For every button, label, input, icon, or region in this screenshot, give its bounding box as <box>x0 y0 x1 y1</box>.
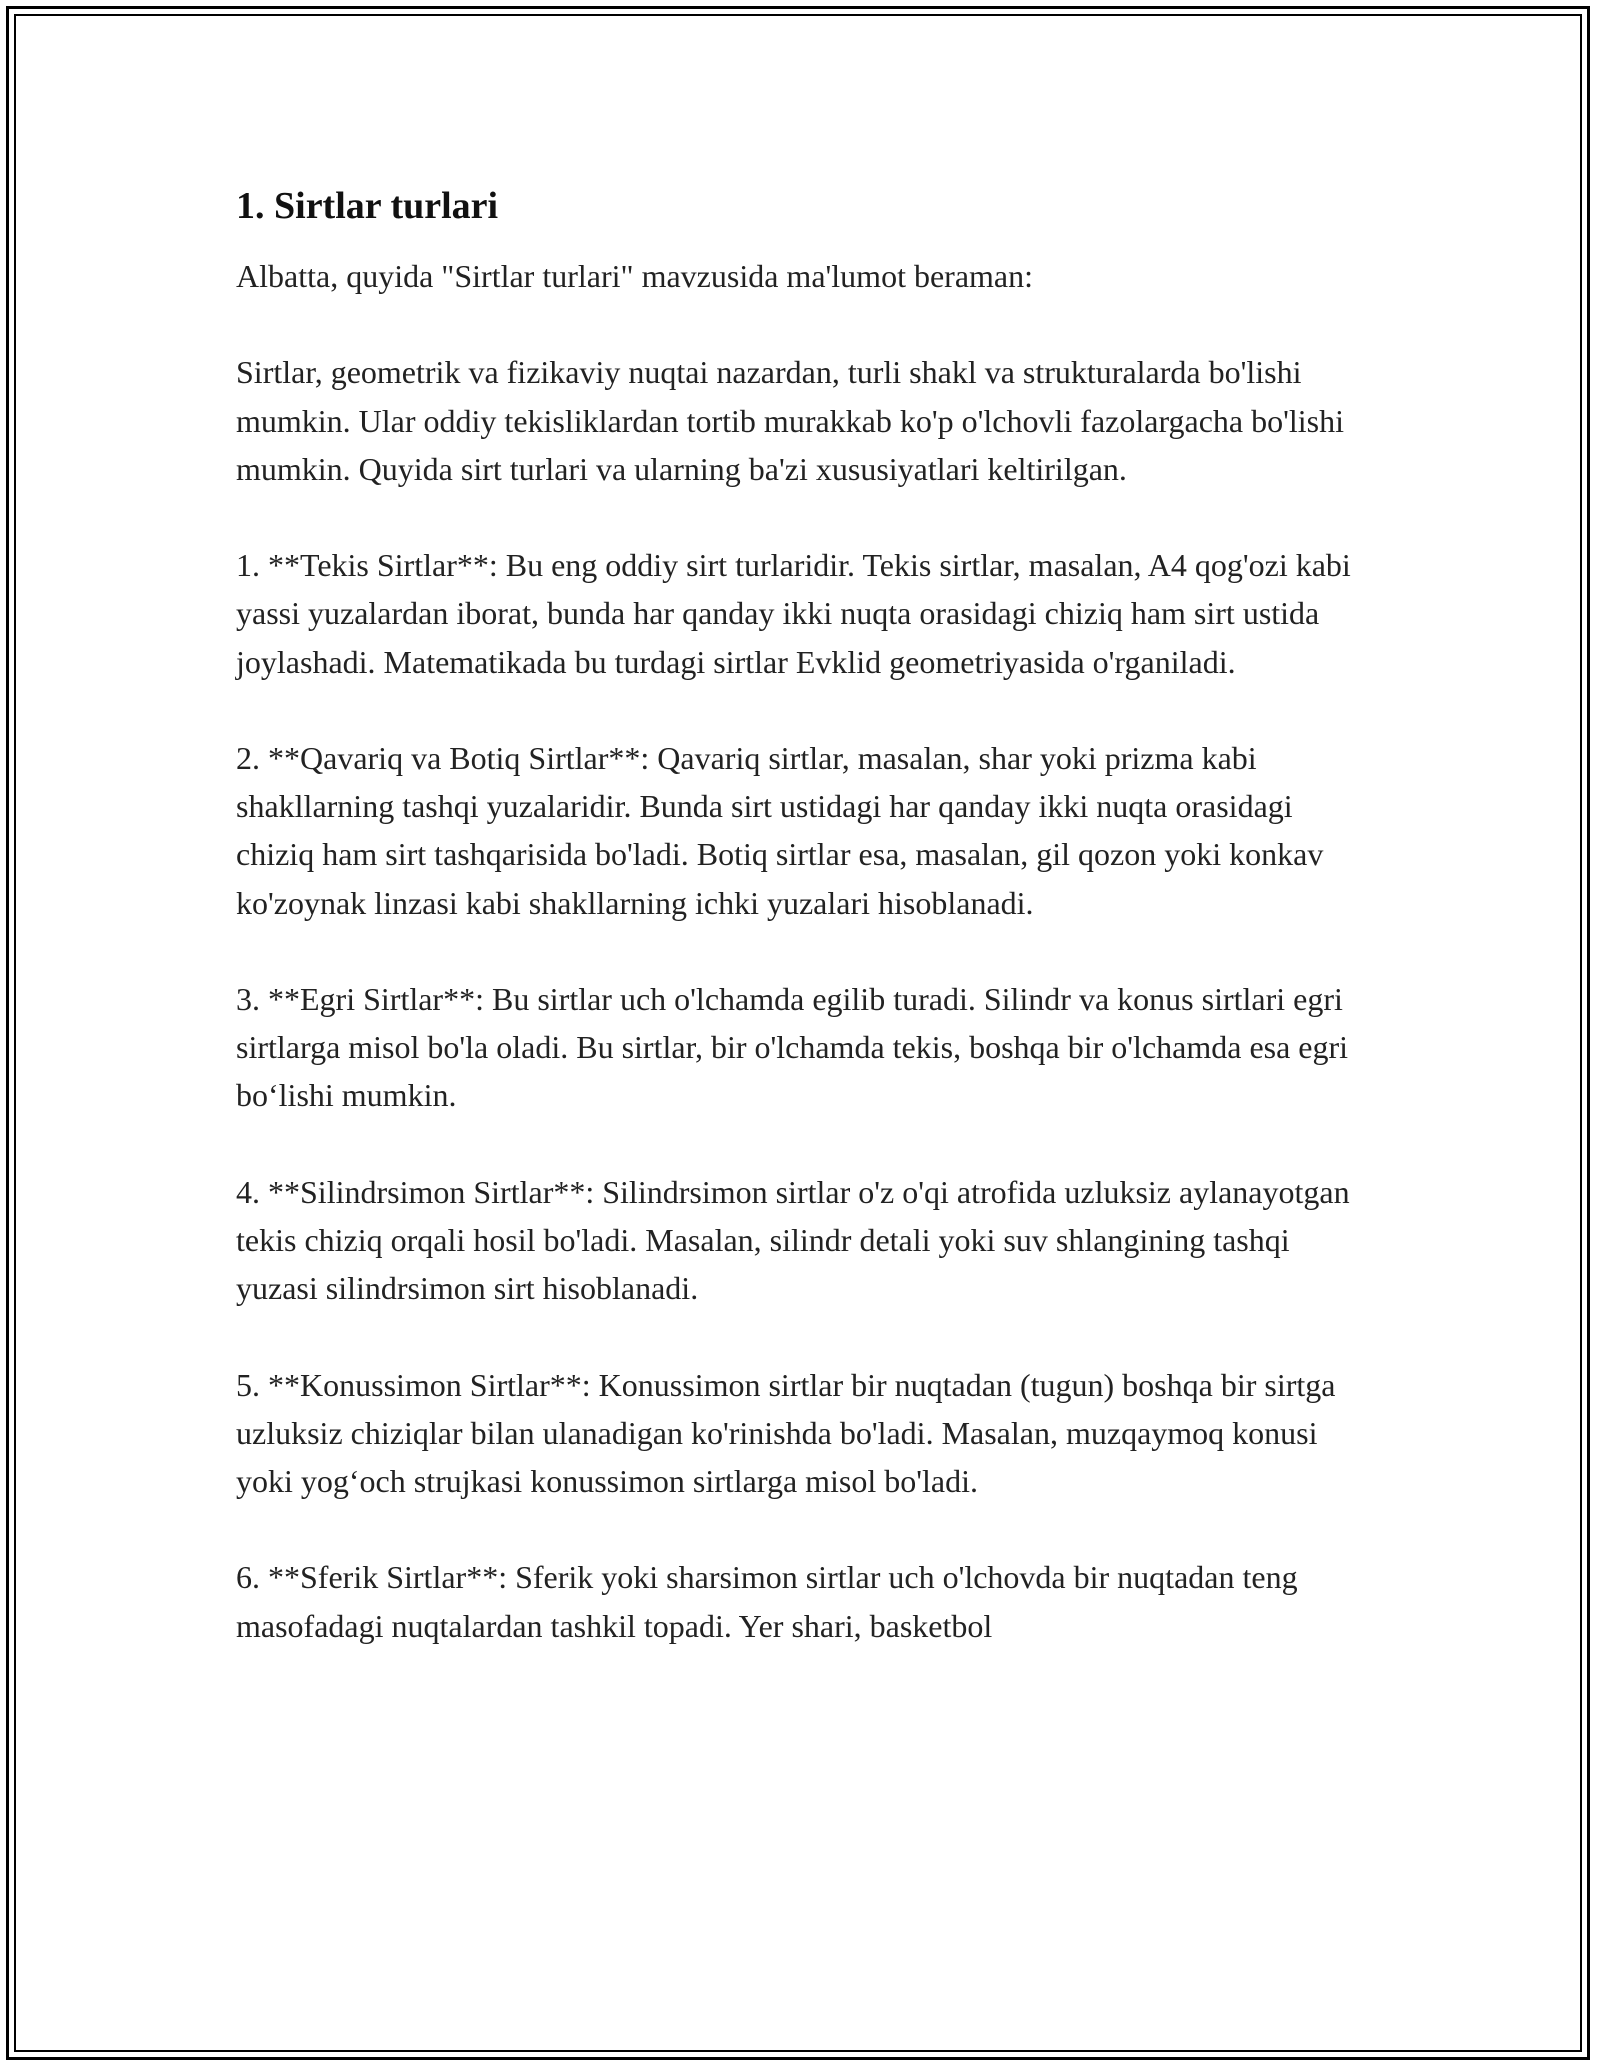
paragraph-gap <box>236 1505 1366 1553</box>
paragraph-gap <box>236 300 1366 348</box>
list-item-spherical-surfaces: 6. **Sferik Sirtlar**: Sferik yoki sharsimon sirtlar uch o'lchovda bir nuqtadan teng masofadagi nuqtalardan tashkil topadi. Yer shari, basketbol <box>236 1559 1298 1644</box>
paragraph-gap <box>236 927 1366 975</box>
paragraph-gap <box>236 493 1366 541</box>
paragraph-gap <box>236 686 1366 734</box>
list-item-curved-surfaces: 3. **Egri Sirtlar**: Bu sirtlar uch o'lchamda egilib turadi. Silindr va konus sirtlari egri sirtlarga misol bo'la oladi. Bu sirtlar, bir o'lchamda tekis, boshqa bir o'lchamda esa egri bo‘lishi mumkin. <box>236 980 1349 1114</box>
intro-paragraph: Albatta, quyida "Sirtlar turlari" mavzusida ma'lumot beraman: <box>236 258 1033 294</box>
list-item-conical-surfaces: 5. **Konussimon Sirtlar**: Konussimon sirtlar bir nuqtadan (tugun) boshqa bir sirtga uzluksiz chiziqlar bilan ulanadigan ko'rinishda bo'ladi. Masalan, muzqaymoq konusi yoki yog‘och strujkasi konussimon sirtlarga misol bo'ladi. <box>236 1366 1336 1499</box>
list-item-flat-surfaces: 1. **Tekis Sirtlar**: Bu eng oddiy sirt turlaridir. Tekis sirtlar, masalan, A4 qog'ozi kabi yassi yuzalardan iborat, bunda har qanday ikki nuqta orasidagi chiziq ham sirt ustida joylashadi. Matematikada bu turdagi sirtlar Evklid geometriyasida o'rganiladi. <box>236 547 1351 680</box>
paragraph-gap <box>236 1312 1366 1360</box>
list-item-convex-concave-surfaces: 2. **Qavariq va Botiq Sirtlar**: Qavariq sirtlar, masalan, shar yoki prizma kabi shakllarning tashqi yuzalaridir. Bunda sirt ustidagi har qanday ikki nuqta orasidagi chiziq ham sirt tashqarisida bo'ladi. Botiq sirtlar esa, masalan, gil qozon yoki konkav ko'zoynak linzasi kabi shakllarning ichki yuzalari hisoblanadi. <box>236 739 1324 921</box>
document-body <box>236 182 1366 1650</box>
list-item-cylindrical-surfaces: 4. **Silindrsimon Sirtlar**: Silindrsimon sirtlar o'z o'qi atrofida uzluksiz aylanayotgan tekis chiziq orqali hosil bo'ladi. Masalan, silindr detali yoki suv shlangining tashqi yuzasi silindrsimon sirt hisoblanadi. <box>236 1173 1350 1307</box>
section-heading: 1. Sirtlar turlari <box>236 185 499 227</box>
paragraph-gap <box>236 1120 1366 1168</box>
overview-paragraph: Sirtlar, geometrik va fizikaviy nuqtai nazardan, turli shakl va strukturalarda bo'lishi mumkin. Ular oddiy tekisliklardan tortib murakkab ko'p o'lchovli fazolargacha bo'lishi mumkin. Quyida sirt turlari va ularning ba'zi xususiyatlari keltirilgan. <box>236 354 1345 487</box>
